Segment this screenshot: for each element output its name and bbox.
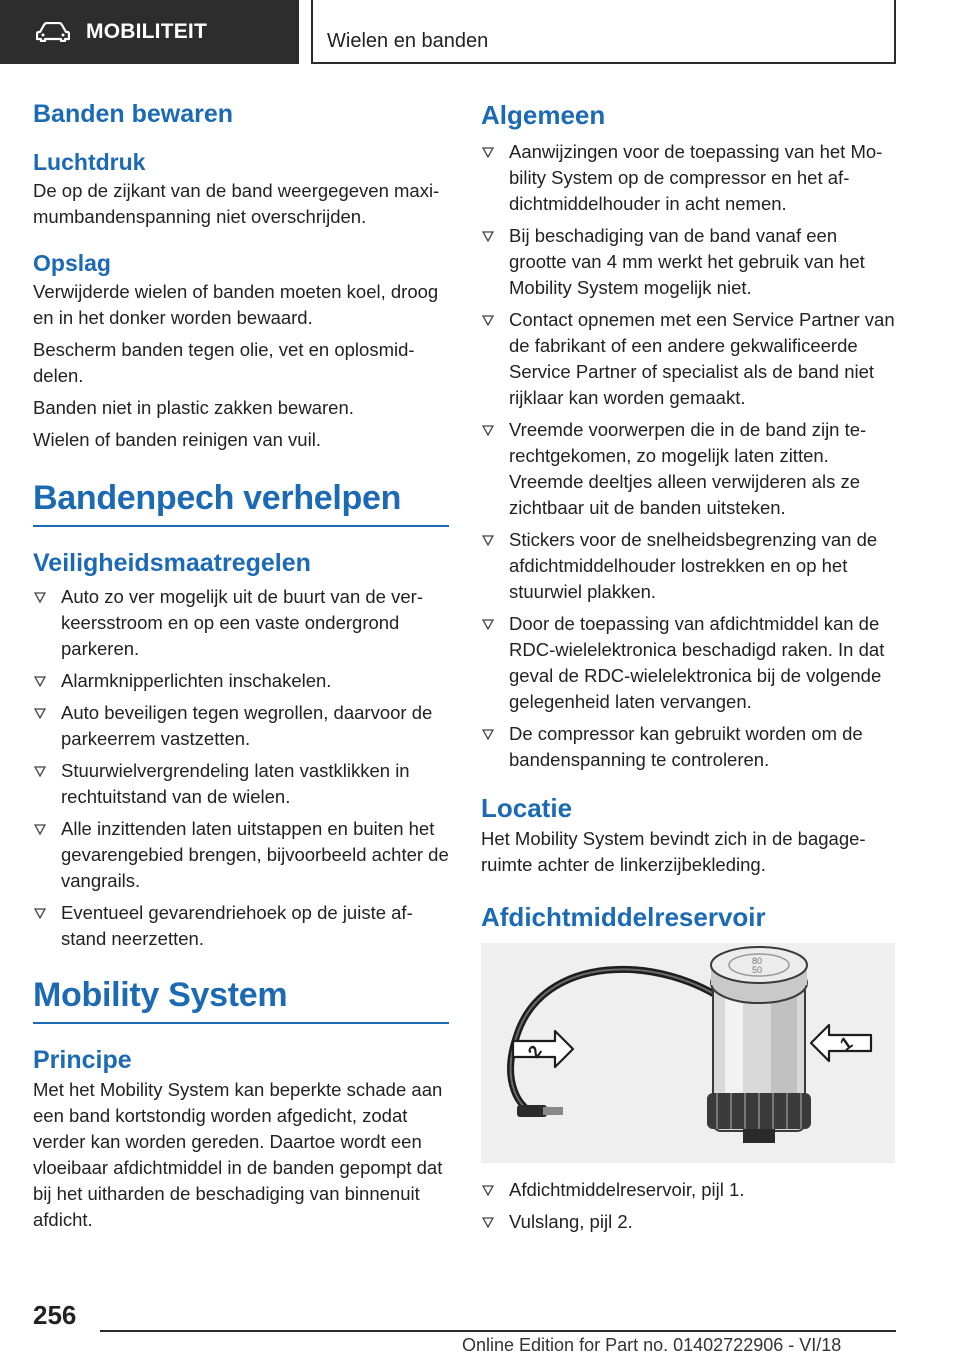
triangle-bullet-icon	[34, 592, 46, 603]
hose-fitting	[517, 1105, 547, 1117]
list-reservoir	[481, 1177, 897, 1235]
edition-text: Online Edition for Part no. 01402722906 - VI/18	[462, 1335, 842, 1355]
list-algemeen	[481, 139, 897, 773]
list-item: Aanwijzingen voor de toepassing van het Mobility System op de compressor en het afdichtmiddelhouder in acht nemen.	[481, 139, 897, 217]
list-item: Contact opnemen met een Service Partner van de fabrikant of een andere gekwalificeerde Service Partner of specialist als de band niet rijklaar kan worden gemaakt.	[481, 307, 897, 411]
page-number: 256	[33, 1300, 77, 1330]
chapter-header	[311, 0, 896, 64]
list-item: Door de toepassing van afdichtmiddel kan de RDC-wielelektronica beschadigd raken. In dat geval de RDC-wielelektronica bij de volgende gelegenheid laten vervangen.	[481, 611, 897, 715]
text-opslag-1: Verwijderde wielen of banden moeten koel, droog en in het donker worden bewaard.	[33, 281, 439, 328]
heading-mobility-system: Mobility System	[33, 976, 449, 1024]
triangle-bullet-icon	[34, 708, 46, 719]
list-item: Vreemde voorwerpen die in de band zijn terechtgekomen, zo mogelijk laten zitten. Vreemde deeltjes alleen verwijderen als ze zichtbaar uit de banden uitsteken.	[481, 417, 897, 521]
triangle-bullet-icon	[482, 231, 494, 242]
footer-divider	[100, 1330, 896, 1332]
car-icon	[36, 22, 70, 42]
right-column	[481, 100, 897, 1241]
list-item: Stuurwielvergrendeling laten vastklikken in rechtuitstand van de wielen.	[33, 758, 449, 810]
sealant-reservoir-drawing	[481, 943, 895, 1163]
list-item: Eventueel gevarendriehoek op de juiste afstand neerzetten.	[33, 900, 449, 952]
cap-label-top: 80	[752, 956, 763, 966]
heading-afdichtmiddelreservoir: Afdichtmiddelreservoir	[481, 902, 766, 932]
triangle-bullet-icon	[482, 729, 494, 740]
list-item: Alle inzittenden laten uitstappen en buiten het gevarengebied brengen, bijvoorbeeld achter de vangrails.	[33, 816, 449, 894]
heading-locatie: Locatie	[481, 793, 573, 823]
triangle-bullet-icon	[482, 1185, 494, 1196]
heading-luchtdruk: Luchtdruk	[33, 149, 146, 175]
list-item: Alarmknipperlichten inschakelen.	[33, 668, 449, 694]
triangle-bullet-icon	[34, 908, 46, 919]
arrow-1-label: 1	[836, 1032, 857, 1055]
text-opslag-3: Banden niet in plastic zakken bewaren.	[33, 397, 354, 418]
section-header	[0, 0, 299, 64]
heading-bandenpech: Bandenpech verhelpen	[33, 479, 449, 527]
text-opslag-4: Wielen of banden reinigen van vuil.	[33, 429, 321, 450]
triangle-bullet-icon	[34, 676, 46, 687]
heading-veiligheid: Veiligheidsmaatregelen	[33, 549, 311, 577]
list-veiligheid	[33, 584, 449, 952]
triangle-bullet-icon	[482, 147, 494, 158]
list-item: Auto beveiligen tegen wegrollen, daarvoor de parkeerrem vastzetten.	[33, 700, 449, 752]
cap-label-bottom: 50	[752, 965, 763, 975]
list-item: Bij beschadiging van de band vanaf een grootte van 4 mm werkt het gebruik van het Mobility System mogelijk niet.	[481, 223, 897, 301]
triangle-bullet-icon	[482, 425, 494, 436]
list-item: De compressor kan gebruikt worden om de bandenspanning te controleren.	[481, 721, 897, 773]
list-item: Vulslang, pijl 2.	[481, 1209, 897, 1235]
list-item: Afdichtmiddelreservoir, pijl 1.	[481, 1177, 897, 1203]
text-opslag-2: Bescherm banden tegen olie, vet en oplosmiddelen.	[33, 339, 415, 386]
reservoir-illustration	[481, 943, 895, 1163]
list-item: Auto zo ver mogelijk uit de buurt van de verkeersstroom en op een vaste ondergrond parkeren.	[33, 584, 449, 662]
heading-banden-bewaren: Banden bewaren	[33, 100, 234, 128]
triangle-bullet-icon	[482, 619, 494, 630]
triangle-bullet-icon	[34, 824, 46, 835]
triangle-bullet-icon	[34, 766, 46, 777]
text-locatie: Het Mobility System bevindt zich in de bagageruimte achter de linkerzijbekleding.	[481, 828, 866, 875]
triangle-bullet-icon	[482, 535, 494, 546]
arrow-1	[811, 1025, 871, 1061]
heading-principe: Principe	[33, 1046, 132, 1074]
arrow-2-label: 2	[523, 1041, 546, 1062]
list-item: Stickers voor de snelheidsbegrenzing van de afdichtmiddelhouder lostrekken en op het stuurwiel plakken.	[481, 527, 897, 605]
chapter-title: Wielen en banden	[327, 30, 489, 52]
heading-opslag: Opslag	[33, 250, 111, 276]
arrow-2	[513, 1031, 573, 1067]
text-luchtdruk: De op de zijkant van de band weergegeven maximumbandenspanning niet overschrijden.	[33, 180, 440, 227]
text-principe: Met het Mobility System kan beperkte schade aan een band kortstondig worden afgedicht, zodat verder kan worden gereden. Daartoe wordt een vloeibaar afdichtmiddel in de banden gepompt dat bij het uitharden de beschadiging van binnenuit afdicht.	[33, 1079, 443, 1230]
triangle-bullet-icon	[482, 315, 494, 326]
section-title: MOBILITEIT	[86, 20, 207, 43]
heading-algemeen: Algemeen	[481, 100, 606, 130]
triangle-bullet-icon	[482, 1217, 494, 1228]
left-column	[33, 100, 449, 1233]
